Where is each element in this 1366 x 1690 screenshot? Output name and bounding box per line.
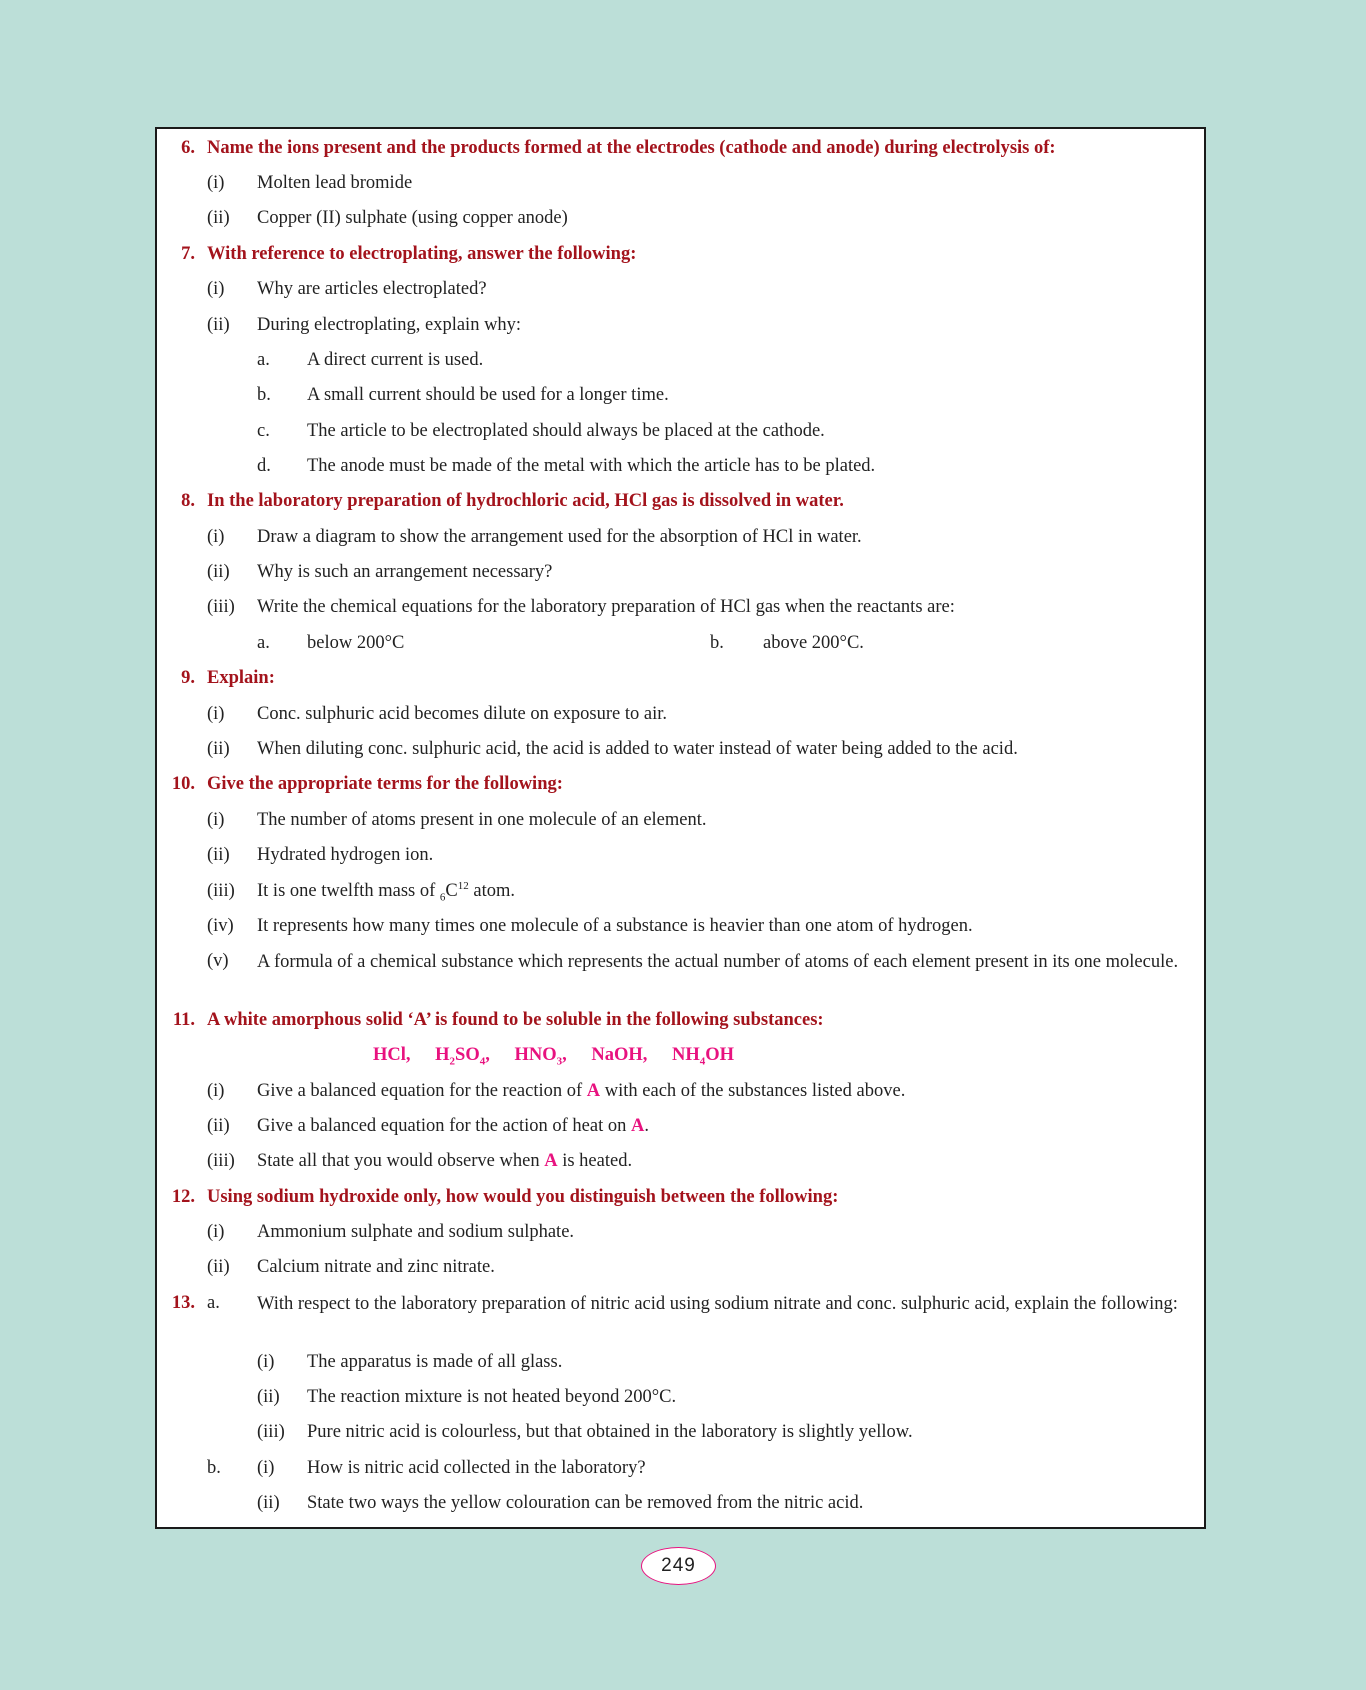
text-fragment: State all that you would observe when xyxy=(257,1151,545,1171)
formulas xyxy=(373,1044,754,1067)
question-title: Explain: xyxy=(207,668,275,688)
item-text: Draw a diagram to show the arrangement used for the absorption of HCl in water. xyxy=(257,527,862,547)
item-text: below 200°C xyxy=(307,633,405,653)
item-text: Conc. sulphuric acid becomes dilute on exposure to air. xyxy=(257,704,667,724)
question-number: 7. xyxy=(181,244,195,264)
solid-a: A xyxy=(586,1081,601,1101)
solid-a: A xyxy=(544,1151,558,1171)
item-label: (iii) xyxy=(257,1422,285,1442)
item-label: (i) xyxy=(207,1222,225,1242)
part-label: a. xyxy=(207,1293,220,1313)
item-text xyxy=(257,1150,632,1173)
text-fragment: atom. xyxy=(468,881,516,901)
question-number: 10. xyxy=(171,774,195,794)
item-text: How is nitric acid collected in the laboratory? xyxy=(307,1458,646,1478)
text-fragment: Give a balanced equation for the reaction of xyxy=(257,1081,587,1101)
subscript: 6 xyxy=(439,891,446,904)
item-text: The article to be electroplated should always be placed at the cathode. xyxy=(307,421,825,441)
item-text: A small current should be used for a longer time. xyxy=(307,385,669,405)
formula-part: , xyxy=(562,1045,567,1065)
item-label: (iii) xyxy=(207,1151,235,1171)
text-fragment: Give a balanced equation for the action of heat on xyxy=(257,1116,631,1136)
part-label: b. xyxy=(207,1458,221,1478)
subscript: 3 xyxy=(556,1055,563,1068)
item-label: (ii) xyxy=(207,208,230,228)
item-label: (iii) xyxy=(207,597,235,617)
formula-hno3 xyxy=(514,1045,567,1068)
item-text: Ammonium sulphate and sodium sulphate. xyxy=(257,1222,575,1242)
item-label: c. xyxy=(257,421,270,441)
item-text: When diluting conc. sulphuric acid, the acid is added to water instead of water being added to the acid. xyxy=(257,739,1018,759)
item-label: (i) xyxy=(207,810,225,830)
solid-a: A xyxy=(630,1116,645,1136)
text-fragment: is heated. xyxy=(557,1151,633,1171)
item-text: The number of atoms present in one molecule of an element. xyxy=(257,810,707,830)
formula-h2so4 xyxy=(435,1045,490,1068)
item-text: The anode must be made of the metal with which the article has to be plated. xyxy=(307,456,876,476)
subscript: 2 xyxy=(449,1055,456,1068)
item-text xyxy=(257,1080,905,1103)
question-number: 8. xyxy=(181,491,195,511)
item-text: The reaction mixture is not heated beyond 200°C. xyxy=(307,1387,677,1407)
item-label: (ii) xyxy=(207,1257,230,1277)
item-label: (ii) xyxy=(207,845,230,865)
item-text: Why is such an arrangement necessary? xyxy=(257,562,553,582)
subscript: 4 xyxy=(479,1055,486,1068)
superscript: 12 xyxy=(457,879,469,892)
item-text: above 200°C. xyxy=(763,633,864,653)
item-label: (i) xyxy=(257,1458,275,1478)
item-label: (iii) xyxy=(207,881,235,901)
item-text: A formula of a chemical substance which represents the actual number of atoms of each element present in its one molecule. xyxy=(257,952,1179,972)
formula-part: SO xyxy=(455,1045,480,1065)
question-number: 6. xyxy=(181,138,195,158)
item-label: (iv) xyxy=(207,916,234,936)
item-label: (i) xyxy=(207,173,225,193)
item-label: a. xyxy=(257,633,270,653)
item-label: a. xyxy=(257,350,270,370)
item-label: (i) xyxy=(257,1352,275,1372)
item-label: d. xyxy=(257,456,271,476)
item-label: b. xyxy=(257,385,271,405)
item-label: b. xyxy=(710,633,724,653)
formula-part: OH xyxy=(705,1045,735,1065)
item-label: (ii) xyxy=(207,562,230,582)
text-fragment: . xyxy=(644,1116,649,1136)
item-text: Hydrated hydrogen ion. xyxy=(257,845,434,865)
item-text: A direct current is used. xyxy=(307,350,484,370)
item-text: Copper (II) sulphate (using copper anode) xyxy=(257,208,568,228)
item-label: (i) xyxy=(207,527,225,547)
question-panel xyxy=(155,127,1206,1529)
item-text: It represents how many times one molecule of a substance is heavier than one atom of hydrogen. xyxy=(257,916,973,936)
question-number: 12. xyxy=(171,1187,195,1207)
item-label: (v) xyxy=(207,951,229,971)
item-text: Write the chemical equations for the laboratory preparation of HCl gas when the reactants are: xyxy=(257,597,955,617)
formula-part: HNO xyxy=(514,1045,557,1065)
text-fragment: with each of the substances listed above. xyxy=(600,1081,906,1101)
question-title: With reference to electroplating, answer the following: xyxy=(207,244,637,264)
item-label: (ii) xyxy=(207,739,230,759)
item-text: Pure nitric acid is colourless, but that obtained in the laboratory is slightly yellow. xyxy=(307,1422,913,1442)
question-number: 13. xyxy=(171,1293,195,1313)
item-label: (ii) xyxy=(257,1387,280,1407)
question-number: 11. xyxy=(172,1010,195,1030)
item-label: (i) xyxy=(207,1081,225,1101)
formula-part: H xyxy=(435,1045,450,1065)
page-number: 249 xyxy=(641,1547,716,1585)
question-title: Name the ions present and the products formed at the electrodes (cathode and anode) during electrolysis of: xyxy=(207,138,1056,158)
text-fragment: C xyxy=(445,881,458,901)
question-title: In the laboratory preparation of hydrochloric acid, HCl gas is dissolved in water. xyxy=(207,491,844,511)
item-text: Calcium nitrate and zinc nitrate. xyxy=(257,1257,495,1277)
item-text xyxy=(257,880,515,903)
item-text: Molten lead bromide xyxy=(257,173,413,193)
item-text: During electroplating, explain why: xyxy=(257,315,522,335)
item-text: Why are articles electroplated? xyxy=(257,279,487,299)
item-text xyxy=(257,1115,649,1138)
formula-nh4oh xyxy=(672,1045,735,1068)
item-label: (ii) xyxy=(257,1493,280,1513)
item-label: (i) xyxy=(207,279,225,299)
text-fragment: It is one twelfth mass of xyxy=(257,881,440,901)
formula-hcl: HCl, xyxy=(373,1045,411,1065)
item-label: (ii) xyxy=(207,315,230,335)
part-text: With respect to the laboratory preparation of nitric acid using sodium nitrate and conc. sulphuric acid, explain the following: xyxy=(257,1294,1178,1314)
formula-naoh: NaOH, xyxy=(591,1045,648,1065)
item-label: (i) xyxy=(207,704,225,724)
item-text: State two ways the yellow colouration can be removed from the nitric acid. xyxy=(307,1493,864,1513)
item-text: The apparatus is made of all glass. xyxy=(307,1352,563,1372)
item-label: (ii) xyxy=(207,1116,230,1136)
question-title: Give the appropriate terms for the following: xyxy=(207,774,563,794)
question-title: A white amorphous solid ‘A’ is found to be soluble in the following substances: xyxy=(207,1010,824,1030)
question-title: Using sodium hydroxide only, how would you distinguish between the following: xyxy=(207,1187,839,1207)
subscript: 4 xyxy=(699,1055,706,1068)
formula-part: NH xyxy=(672,1045,700,1065)
formula-part: , xyxy=(485,1045,490,1065)
question-number: 9. xyxy=(181,668,195,688)
